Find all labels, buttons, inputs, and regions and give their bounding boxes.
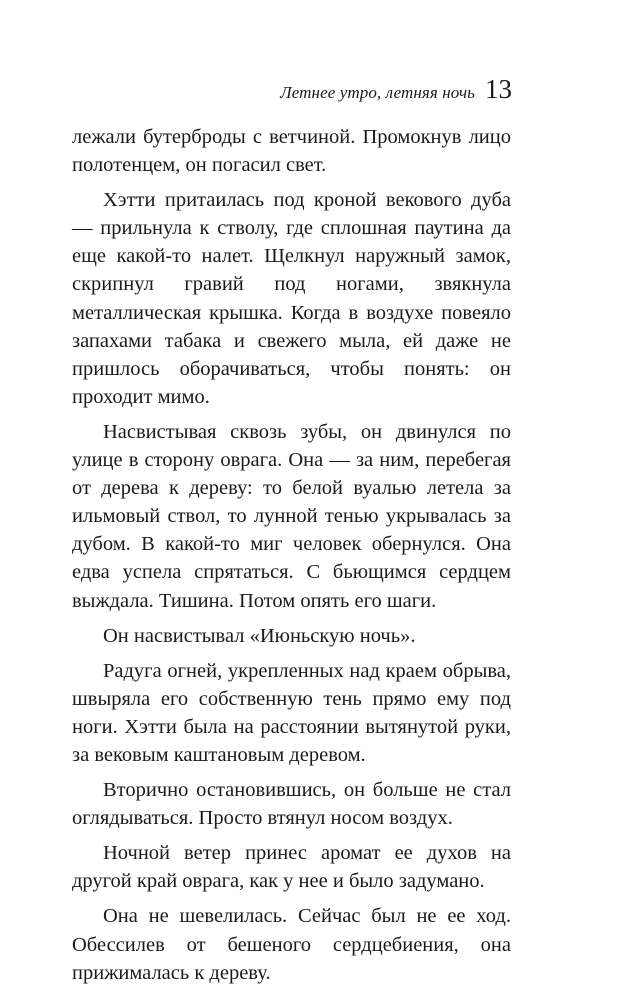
running-title: Летнее утро, летняя ночь [280,83,475,102]
body-text [72,123,511,994]
paragraph: лежали бутерброды с ветчиной. Промокнув лицо полотенцем, он погасил свет. [72,126,511,177]
paragraph: Насвистывая сквозь зубы, он двинулся по улице в сторону оврага. Она — за ним, перебегая от дерева к дереву: то белой вуалью летела за ильмовый ствол, то лунной тенью укрывалась за дубом. В какой-то миг человек обернулся. Она едва успела спрятаться. С бьющимся сердцем выждала. Тишина. Потом опять его шаги. [72,420,511,612]
paragraph: Хэтти притаилась под кроной векового дуба — прильнула к стволу, где сплошная паутина да еще какой-то налет. Щелкнул наружный замок, скрипнул гравий под ногами, звякнула металлическая крышка. Когда в воздухе повеяло запахами табака и свежего мыла, ей даже не пришлось оборачиваться, чтобы понять: он проходит мимо. [72,189,511,408]
paragraph: Она не шевелилась. Сейчас был не ее ход. Обессилев от бешеного сердцебиения, она прижималась к дереву. [72,905,511,984]
paragraph: Вторично остановившись, он больше не стал оглядываться. Просто втянул носом воздух. [72,779,511,830]
running-head [280,76,512,103]
paragraph: Радуга огней, укрепленных над краем обрыва, швыряла его собственную тень прямо ему под ноги. Хэтти была на расстоянии вытянутой руки, за вековым каштановым деревом. [72,659,511,766]
paragraph: Ночной ветер принес аромат ее духов на другой край оврага, как у нее и было задумано. [72,842,511,893]
page-number: 13 [485,74,512,104]
paragraph: Он насвистывал «Июньскую ночь». [103,624,416,647]
